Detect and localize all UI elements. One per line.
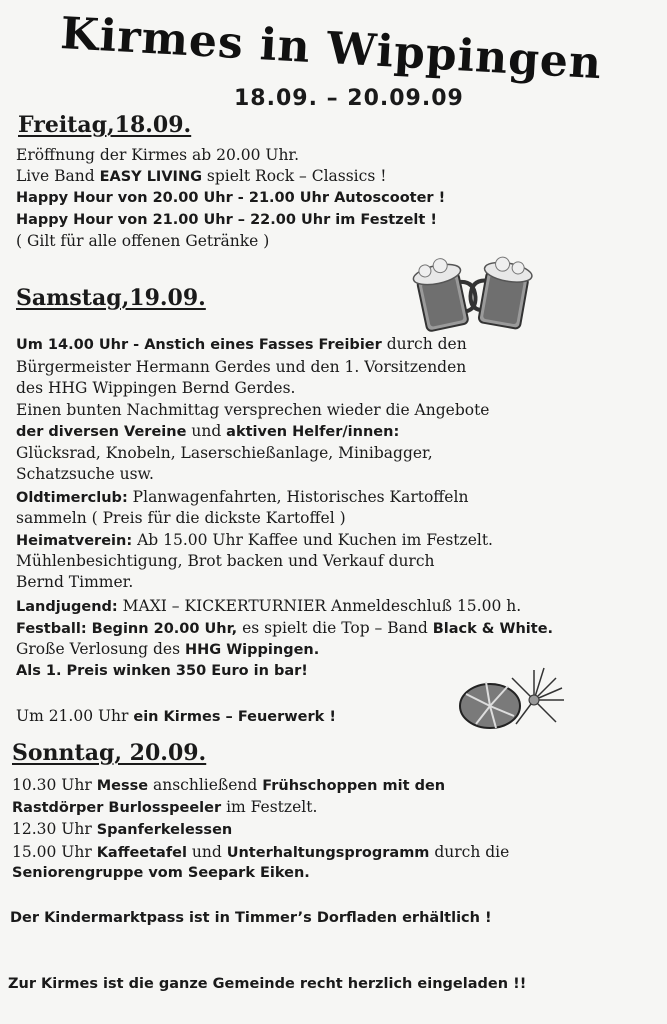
saturday-line-4: Einen bunten Nachmittag versprechen wieder die Angebote: [16, 401, 490, 419]
saturday-line-7: Schatzsuche usw.: [16, 465, 154, 483]
saturday-line-2: Bürgermeister Hermann Gerdes und den 1. Vorsitzenden: [16, 358, 467, 376]
sunday-line-3: 12.30 Uhr Spanferkelessen: [12, 820, 233, 838]
friday-heading: Freitag,18.09.: [18, 112, 192, 138]
beer-mugs-icon: [412, 252, 540, 338]
kindermarktpass-note: Der Kindermarktpass ist in Timmer’s Dorfladen erhältlich !: [10, 910, 492, 926]
sunday-line-1: 10.30 Uhr Messe anschließend Frühschoppen mit den: [12, 776, 446, 794]
sunday-line-4: 15.00 Uhr Kaffeetafel und Unterhaltungsprogramm durch die: [12, 843, 510, 861]
friday-happy-hour-2: Happy Hour von 21.00 Uhr – 22.00 Uhr im Festzelt !: [16, 212, 437, 228]
friday-line-2: Live Band EASY LIVING spielt Rock – Classics !: [16, 167, 387, 185]
sunday-line-5: Seniorengruppe vom Seepark Eiken.: [12, 865, 310, 881]
event-dates: 18.09. – 20.09.09: [234, 86, 464, 111]
sunday-heading: Sonntag, 20.09.: [12, 740, 207, 766]
fireworks-icon: [456, 664, 568, 746]
friday-line-1: Eröffnung der Kirmes ab 20.00 Uhr.: [16, 146, 300, 164]
saturday-line-1: Um 14.00 Uhr - Anstich eines Fasses Freibier durch den: [16, 335, 467, 353]
saturday-festball: Festball: Beginn 20.00 Uhr, es spielt die Top – Band Black & White.: [16, 619, 554, 637]
saturday-line-5: der diversen Vereine und aktiven Helfer/innen:: [16, 422, 400, 440]
saturday-line-6: Glücksrad, Knobeln, Laserschießanlage, Minibagger,: [16, 444, 433, 462]
poster-title: Kirmes in Wippingen: [59, 8, 604, 90]
sunday-line-2: Rastdörper Burlosspeeler im Festzelt.: [12, 798, 318, 816]
saturday-line-11: Mühlenbesichtigung, Brot backen und Verkauf durch: [16, 552, 435, 570]
saturday-line-3: des HHG Wippingen Bernd Gerdes.: [16, 379, 296, 397]
friday-happy-hour-1: Happy Hour von 20.00 Uhr - 21.00 Uhr Autoscooter !: [16, 190, 446, 206]
invitation-note: Zur Kirmes ist die ganze Gemeinde recht herzlich eingeladen !!: [8, 976, 527, 992]
saturday-line-9: sammeln ( Preis für die dickste Kartoffel ): [16, 509, 346, 527]
saturday-landjugend: Landjugend: MAXI – KICKERTURNIER Anmeldeschluß 15.00 h.: [16, 597, 522, 615]
saturday-heimatverein: Heimatverein: Ab 15.00 Uhr Kaffee und Kuchen im Festzelt.: [16, 531, 493, 549]
saturday-oldtimerclub: Oldtimerclub: Planwagenfahrten, Historisches Kartoffeln: [16, 488, 469, 506]
saturday-prize: Als 1. Preis winken 350 Euro in bar!: [16, 663, 308, 679]
saturday-fireworks: Um 21.00 Uhr ein Kirmes – Feuerwerk !: [16, 707, 336, 725]
saturday-heading: Samstag,19.09.: [16, 285, 206, 311]
saturday-raffle: Große Verlosung des HHG Wippingen.: [16, 640, 320, 658]
saturday-line-12: Bernd Timmer.: [16, 573, 134, 591]
friday-line-5: ( Gilt für alle offenen Getränke ): [16, 232, 270, 250]
